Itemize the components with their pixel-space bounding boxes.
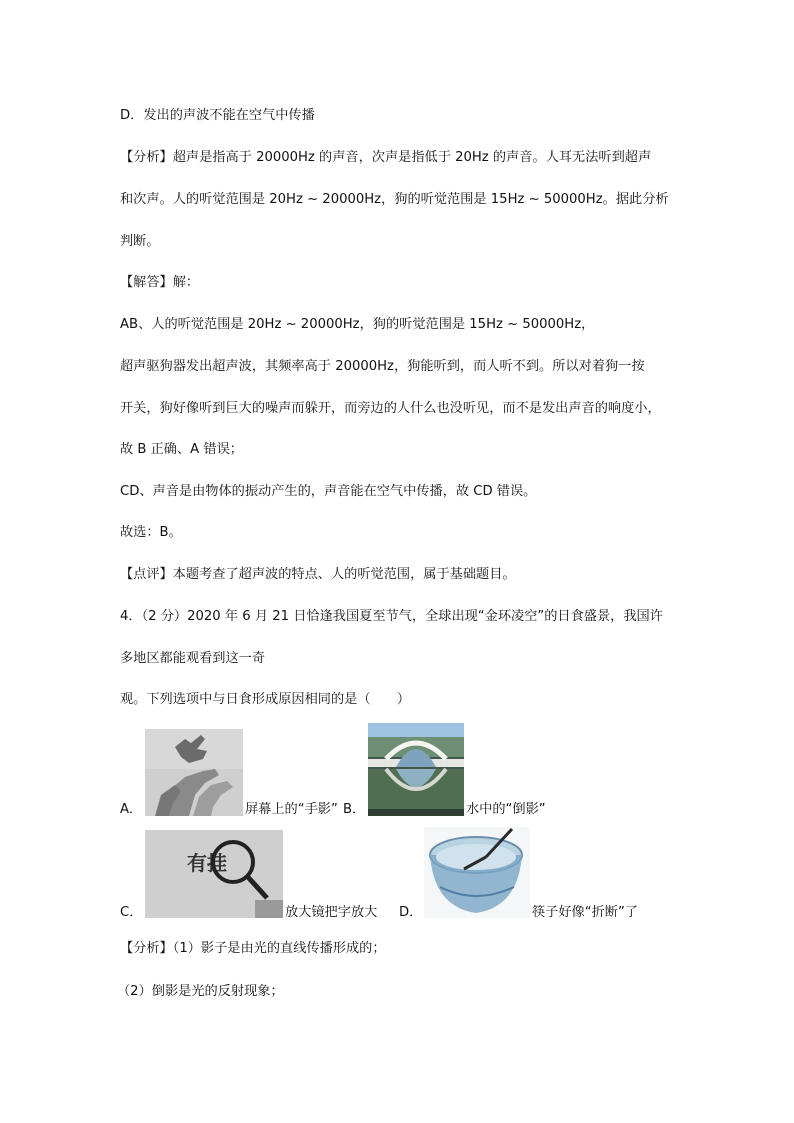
- question-4-line-2: 多地区都能观看到这一奇: [120, 651, 266, 666]
- solution-line-ab: AB、人的听觉范围是 20Hz ~ 20000Hz，狗的听觉范围是 15Hz ~ 50000Hz，: [120, 317, 595, 332]
- solution-line-4: 故 B 正确、A 错误；: [120, 442, 243, 457]
- option-d-letter: D．: [399, 905, 423, 920]
- q4-analysis-line-2: （2）倒影是光的反射现象；: [117, 984, 284, 999]
- option-a-letter: A．: [120, 802, 143, 817]
- magnifier-text: 有挂: [187, 851, 227, 875]
- answer-line: 故选：B。: [120, 525, 182, 540]
- solution-heading: 【解答】解：: [120, 275, 200, 290]
- bridge-reflection-image: [368, 723, 464, 816]
- q4-analysis-line-1: 【分析】（1）影子是由光的直线传播形成的；: [120, 941, 386, 956]
- hand-shadow-image: [145, 729, 243, 816]
- option-c-letter: C．: [120, 905, 143, 920]
- comment-line: 【点评】本题考查了超声波的特点、人的听觉范围，属于基础题目。: [120, 567, 516, 582]
- analysis-line-2: 和次声。人的听觉范围是 20Hz ~ 20000Hz，狗的听觉范围是 15Hz ~ 50000Hz。据此分析: [120, 192, 669, 207]
- magnifier-image: [145, 830, 283, 918]
- option-b-caption: 水中的“倒影”: [466, 802, 546, 817]
- option-d-caption: 筷子好像“折断”了: [532, 905, 638, 920]
- solution-line-cd: CD、声音是由物体的振动产生的，声音能在空气中传播，故 CD 错误。: [120, 484, 537, 499]
- option-d-text-prev-question: D．发出的声波不能在空气中传播: [120, 108, 315, 123]
- analysis-line-1: 【分析】超声是指高于 20000Hz 的声音，次声是指低于 20Hz 的声音。人耳无法听到超声: [120, 150, 652, 165]
- chopstick-bowl-image: [424, 827, 530, 918]
- question-4-line-3: 观。下列选项中与日食形成原因相同的是（ ）: [120, 692, 411, 707]
- analysis-line-3: 判断。: [120, 234, 160, 249]
- solution-line-2: 超声驱狗器发出超声波，其频率高于 20000Hz，狗能听到，而人听不到。所以对着狗一按: [120, 359, 645, 374]
- option-b-letter: B．: [343, 802, 366, 817]
- solution-line-3: 开关，狗好像听到巨大的噪声而躲开，而旁边的人什么也没听见，而不是发出声音的响度小，: [120, 401, 661, 416]
- question-4-line-1: 4．（2 分）2020 年 6 月 21 日恰逢我国夏至节气，全球出现“金环凌空”的日食盛景，我国许: [120, 609, 663, 624]
- option-c-caption: 放大镜把字放大: [285, 905, 378, 920]
- option-a-caption: 屏幕上的“手影”: [245, 802, 338, 817]
